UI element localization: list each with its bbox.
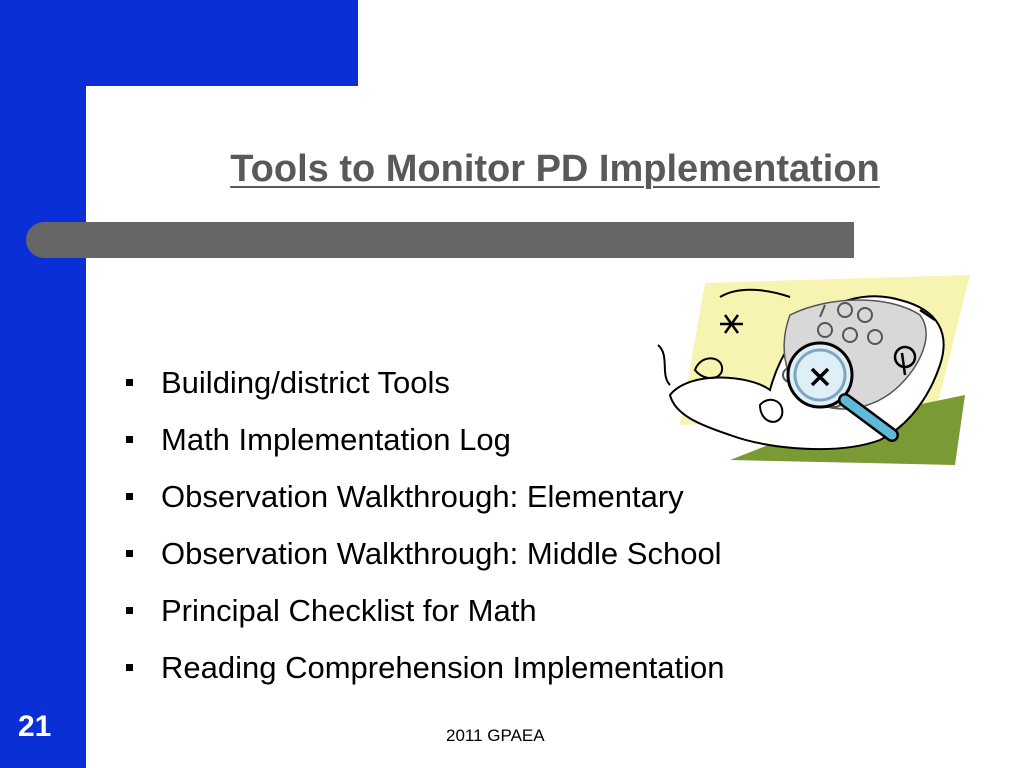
blue-frame-left bbox=[0, 0, 86, 768]
blue-frame-top bbox=[0, 0, 358, 86]
footer-text: 2011 GPAEA bbox=[446, 726, 545, 745]
slide-title: Tools to Monitor PD Implementation bbox=[230, 148, 880, 190]
slide-number: 21 bbox=[18, 710, 52, 743]
bullet-list bbox=[120, 354, 725, 696]
bullet-square-icon bbox=[126, 493, 133, 500]
bullet-square-icon bbox=[126, 550, 133, 557]
bullet-text: Observation Walkthrough: Elementary bbox=[161, 478, 684, 514]
bullet-text: Observation Walkthrough: Middle School bbox=[161, 535, 722, 571]
list-item bbox=[120, 639, 725, 696]
bullet-text: Building/district Tools bbox=[161, 364, 450, 400]
list-item bbox=[120, 582, 725, 639]
bullet-square-icon bbox=[126, 664, 133, 671]
bullet-square-icon bbox=[126, 436, 133, 443]
list-item bbox=[120, 411, 725, 468]
bullet-square-icon bbox=[126, 607, 133, 614]
bullet-square-icon bbox=[126, 379, 133, 386]
list-item bbox=[120, 354, 725, 411]
bullet-text: Principal Checklist for Math bbox=[161, 592, 537, 628]
bullet-text: Reading Comprehension Implementation bbox=[161, 649, 725, 685]
bullet-text: Math Implementation Log bbox=[161, 421, 511, 457]
list-item bbox=[120, 525, 725, 582]
list-item bbox=[120, 468, 725, 525]
title-divider-bar bbox=[26, 222, 854, 258]
